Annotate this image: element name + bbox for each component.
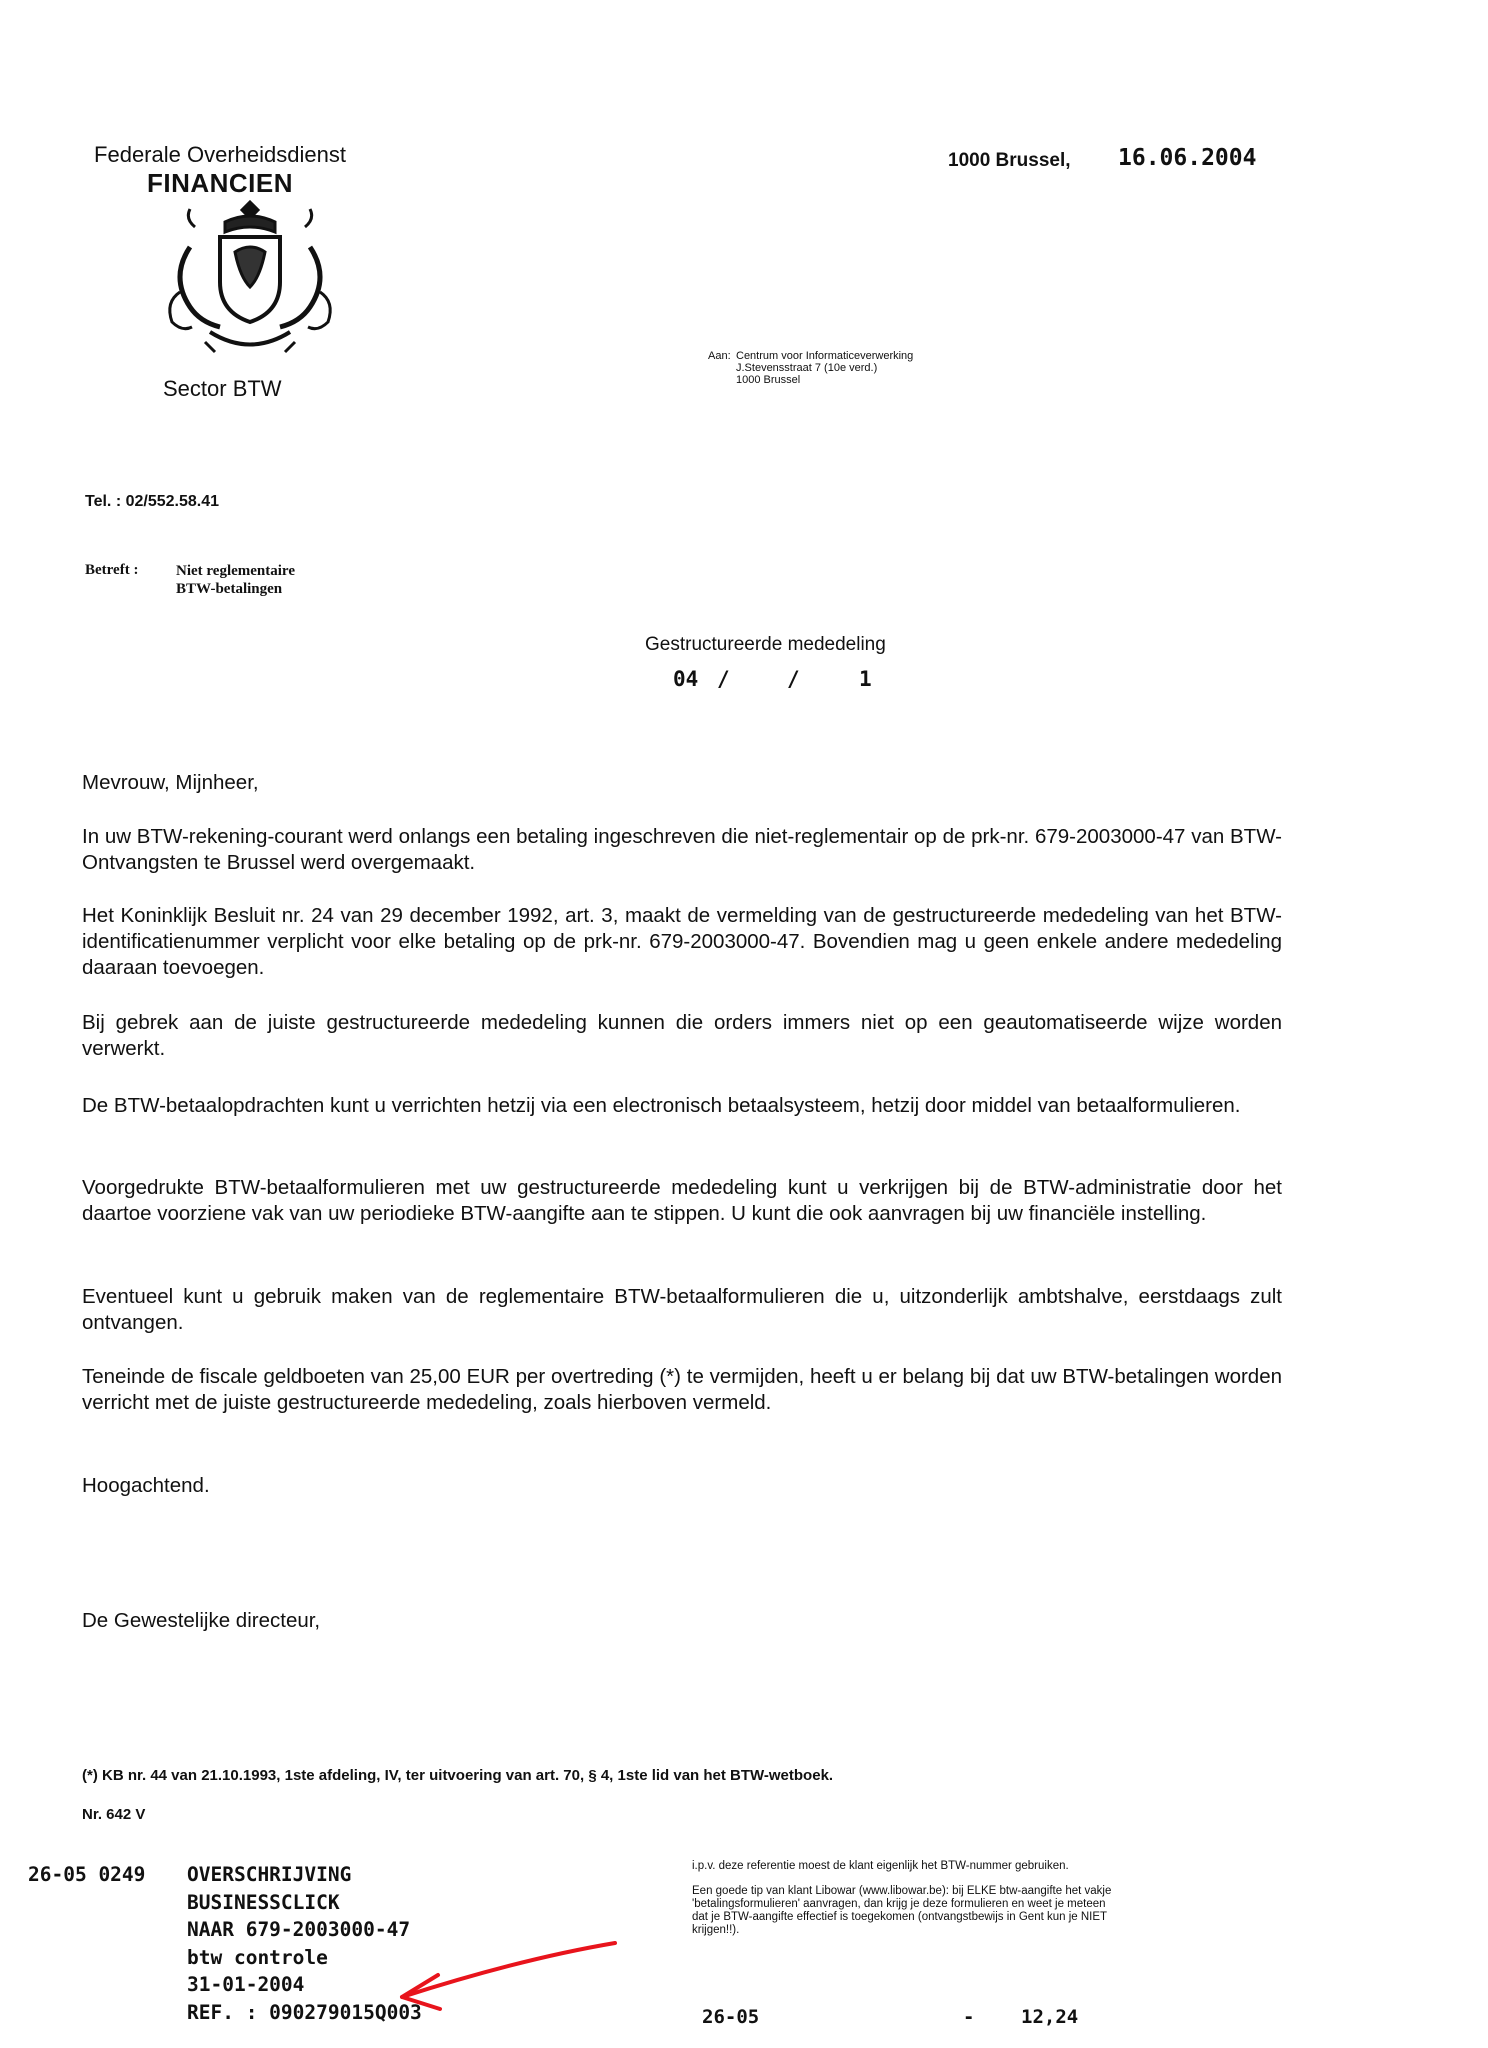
- body-paragraph: Voorgedrukte BTW-betaalformulieren met uw gestructureerde mededeling kunt u verkrijgen bij de BTW-administratie door het daartoe voorziene vak van uw periodieke BTW-aangifte aan te stippen. U kunt die ook aanvragen bij uw financiële instelling.: [82, 1176, 1282, 1225]
- sender-ministry: Federale Overheidsdienst: [94, 142, 346, 167]
- bank-stamp-line: NAAR 679-2003000-47: [187, 1918, 411, 1941]
- body-paragraph: In uw BTW-rekening-courant werd onlangs een betaling ingeschreven die niet-reglementair op de prk-nr. 679-2003000-47 van BTW-Ontvangsten te Brussel werd overgemaakt.: [82, 825, 1282, 874]
- bank-stamp-line: REF. : 090279015Q003: [187, 2000, 422, 2024]
- structured-part1: 04: [673, 667, 699, 691]
- telephone: Tel. : 02/552.58.41: [85, 493, 220, 510]
- address-label: Aan:: [708, 350, 731, 362]
- coat-of-arms-seal: [150, 192, 350, 362]
- recipient-address: [708, 350, 913, 386]
- structured-message-label: Gestructureerde mededeling: [645, 634, 886, 655]
- footnote: (*) KB nr. 44 van 21.10.1993, 1ste afdeling, IV, ter uitvoering van art. 70, § 4, 1ste lid van het BTW-wetboek.: [82, 1767, 834, 1784]
- bank-stamp-datetime: 26-05 0249: [28, 1863, 146, 1886]
- structured-part3: 1: [859, 667, 872, 691]
- sender-department: FINANCIEN: [146, 168, 294, 198]
- body-paragraph: Het Koninklijk Besluit nr. 24 van 29 december 1992, art. 3, maakt de vermelding van de gestructureerde mededeling van het BTW-identificatienummer verplicht voor elke betaling op de prk-nr. 679-2003000-47. Bovendien mag u geen enkele andere mededeling daaraan toevoegen.: [82, 904, 1282, 979]
- stamp2-sign: -: [963, 2006, 975, 2028]
- salutation: Mevrouw, Mijnheer,: [82, 771, 259, 794]
- address-line: Centrum voor Informaticeverwerking: [736, 350, 914, 362]
- form-number: Nr. 642 V: [82, 1806, 146, 1823]
- bank-stamp-line: btw controle: [187, 1945, 328, 1969]
- structured-separator: /: [717, 667, 730, 691]
- body-paragraph: De BTW-betaalopdrachten kunt u verrichten hetzij via een electronisch betaalsysteem, hetzij door middel van betaalformulieren.: [82, 1094, 1241, 1117]
- address-line: J.Stevensstraat 7 (10e verd.): [736, 362, 878, 374]
- annotation-note: [692, 1860, 1112, 1949]
- subject-line: Niet reglementaire: [176, 563, 295, 579]
- subject-line: BTW-betalingen: [176, 581, 283, 597]
- body-paragraph: Teneinde de fiscale geldboeten van 25,00 EUR per overtreding (*) te vermijden, heeft u er belang bij dat uw BTW-betalingen worden verricht met de juiste gestructureerde mededeling, zoals hierboven vermeld.: [82, 1365, 1282, 1414]
- red-arrow-annotation: [380, 1925, 630, 2015]
- annotation-paragraph: Een goede tip van klant Libowar (www.libowar.be): bij ELKE btw-aangifte het vakje 'betalingsformulieren' aanvragen, dan krijg je deze formulieren en weet je meteen dat je BTW-aangifte effectief is toegekomen (ontvangstbewijs in Gent kun je NIET krijgen!!).: [692, 1885, 1112, 1936]
- bank-stamp-line: 31-01-2004: [187, 1973, 305, 1996]
- subject-block: [85, 562, 295, 598]
- city-label: 1000 Brussel,: [948, 150, 1071, 171]
- bank-stamp-line: BUSINESSCLICK: [187, 1890, 340, 1914]
- bank-stamp-line: OVERSCHRIJVING: [187, 1863, 352, 1886]
- annotation-paragraph: i.p.v. deze referentie moest de klant eigenlijk het BTW-nummer gebruiken.: [692, 1860, 1069, 1872]
- sector-label: Sector BTW: [163, 376, 282, 401]
- address-line: 1000 Brussel: [736, 374, 801, 386]
- stamp2-amount: 12,24: [1021, 2006, 1079, 2028]
- structured-separator: /: [787, 667, 800, 691]
- subject-label: Betreft :: [85, 562, 139, 578]
- signature-title: De Gewestelijke directeur,: [82, 1609, 321, 1632]
- sender-block: [60, 142, 380, 199]
- closing: Hoogachtend.: [82, 1474, 210, 1497]
- body-paragraph: Eventueel kunt u gebruik maken van de reglementaire BTW-betaalformulieren die u, uitzonderlijk ambtshalve, eerstdaags zult ontvangen.: [82, 1285, 1282, 1334]
- letter-date: 16.06.2004: [1118, 145, 1257, 171]
- stamp2-date: 26-05: [702, 2006, 760, 2028]
- body-paragraph: Bij gebrek aan de juiste gestructureerde mededeling kunnen die orders immers niet op een geautomatiseerde wijze worden verwerkt.: [82, 1011, 1282, 1060]
